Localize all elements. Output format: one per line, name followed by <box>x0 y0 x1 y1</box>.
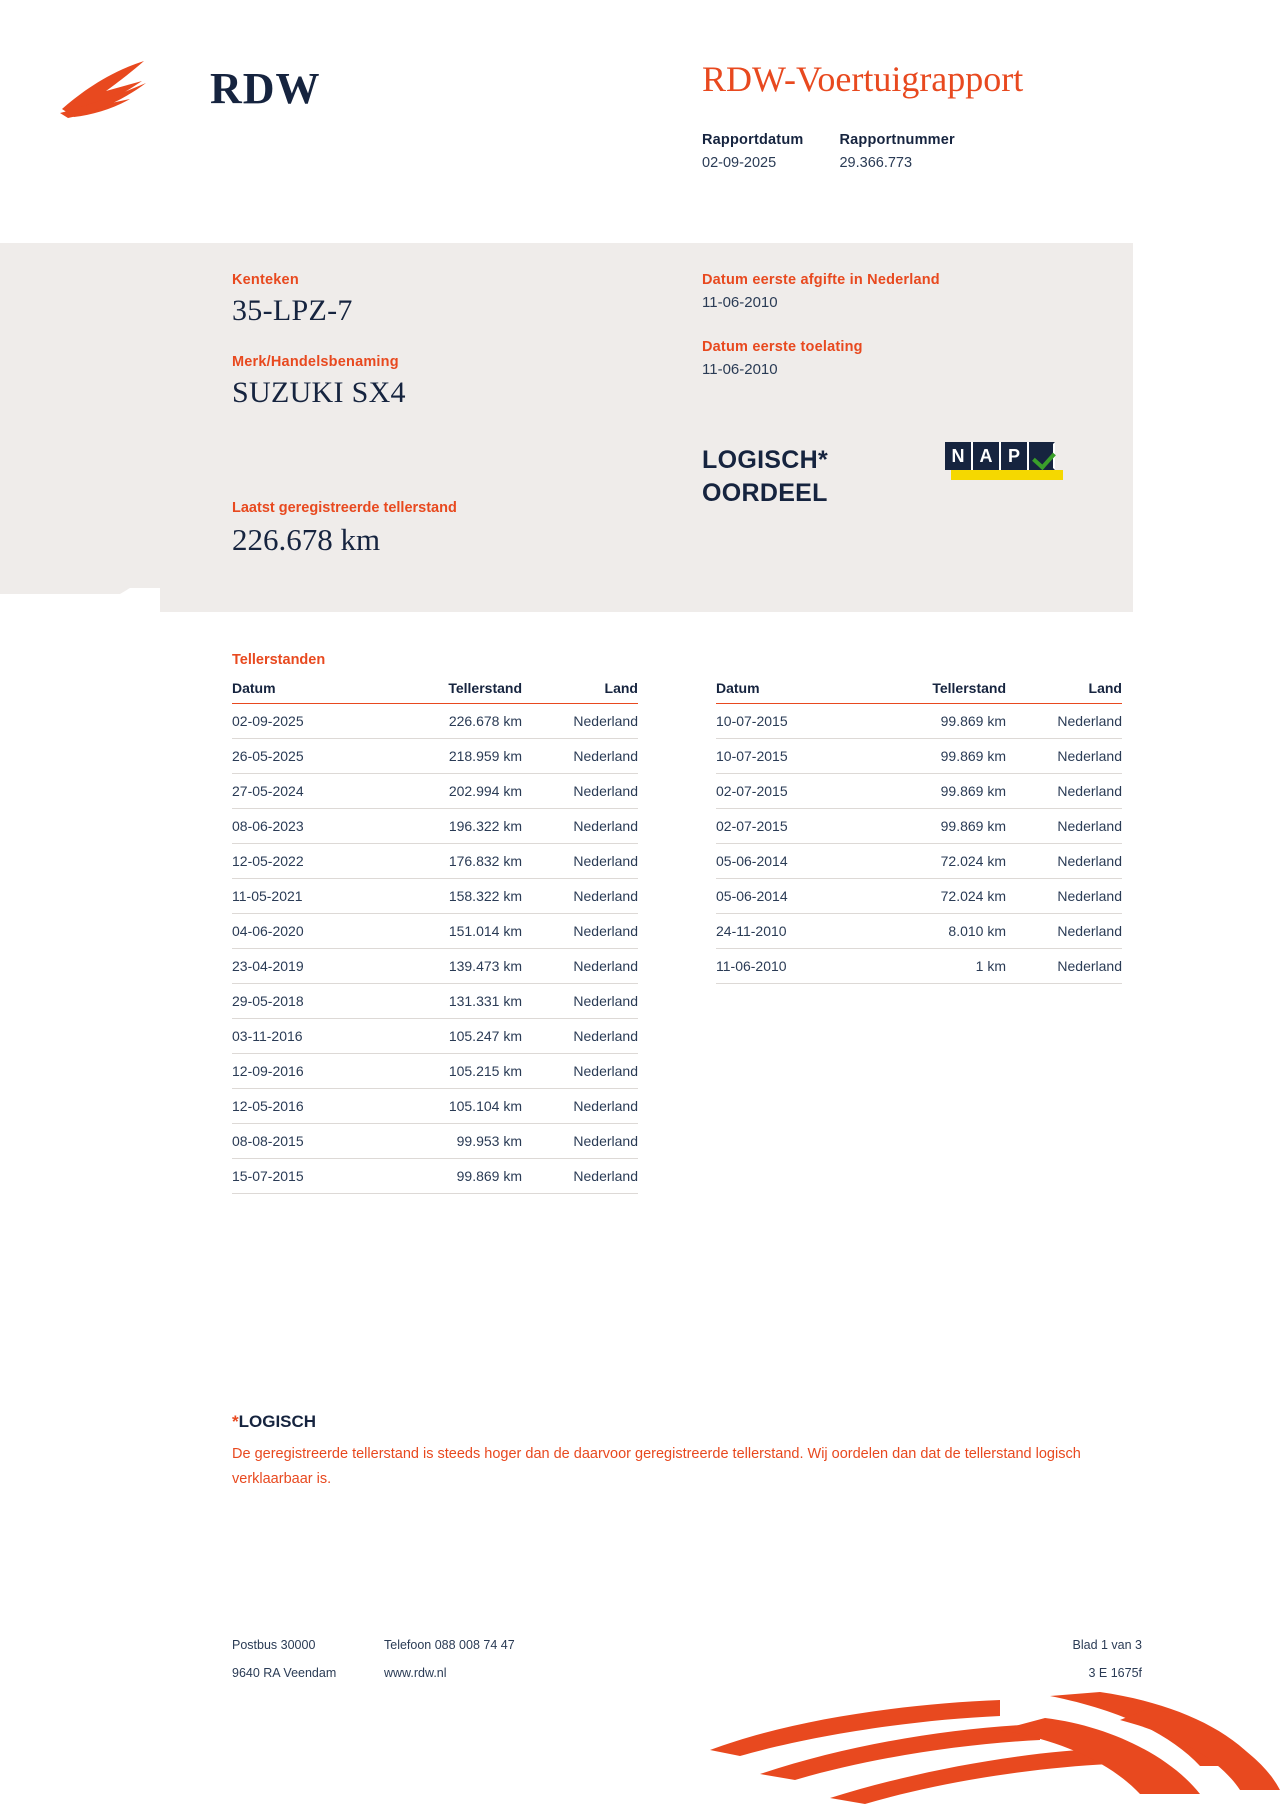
footer-website[interactable]: www.rdw.nl <box>384 1666 447 1680</box>
table-row <box>716 739 1122 774</box>
col-header-date: Datum <box>232 680 382 704</box>
nap-letter-p: P <box>1001 442 1029 470</box>
col-header-odometer: Tellerstand <box>866 680 1006 704</box>
cell-odometer: 202.994 km <box>382 774 522 809</box>
footer-form-code: 3 E 1675f <box>1088 1666 1142 1680</box>
report-number-value: 29.366.773 <box>839 155 913 171</box>
table-row <box>232 704 638 739</box>
cell-date: 12-09-2016 <box>232 1054 382 1089</box>
cell-odometer: 8.010 km <box>866 914 1006 949</box>
footer-plaats: 9640 RA Veendam <box>232 1666 337 1680</box>
cell-odometer: 99.869 km <box>382 1159 522 1194</box>
cell-date: 12-05-2016 <box>232 1089 382 1124</box>
cell-country: Nederland <box>522 704 638 739</box>
cell-date: 08-06-2023 <box>232 809 382 844</box>
report-date-block <box>702 132 803 171</box>
first-admission-value: 11-06-2010 <box>702 361 778 378</box>
cell-odometer: 99.869 km <box>866 774 1006 809</box>
cell-date: 05-06-2014 <box>716 844 866 879</box>
cell-date: 04-06-2020 <box>232 914 382 949</box>
cell-country: Nederland <box>522 1159 638 1194</box>
cell-date: 11-06-2010 <box>716 949 866 984</box>
report-date-label: Rapportdatum <box>702 132 804 148</box>
cell-country: Nederland <box>522 1019 638 1054</box>
table-row <box>716 879 1122 914</box>
odometer-rows-right <box>716 704 1122 984</box>
table-row <box>232 1089 638 1124</box>
cell-odometer: 99.869 km <box>866 809 1006 844</box>
cell-odometer: 176.832 km <box>382 844 522 879</box>
check-icon <box>1029 442 1055 470</box>
merk-value: SUZUKI SX4 <box>232 376 406 409</box>
cell-country: Nederland <box>522 984 638 1019</box>
cell-country: Nederland <box>522 914 638 949</box>
cell-odometer: 72.024 km <box>866 844 1006 879</box>
document-footer <box>232 1638 1142 1694</box>
cell-country: Nederland <box>1006 739 1122 774</box>
col-header-date: Datum <box>716 680 866 704</box>
table-row <box>232 984 638 1019</box>
report-number-block <box>839 132 954 171</box>
footnote-body: De geregistreerde tellerstand is steeds hoger dan de daarvoor geregistreerde tellerstand. Wij oordelen dan dat de tellerstand logisch verklaarbaar is. <box>232 1446 1081 1488</box>
footer-row-2 <box>232 1666 1142 1680</box>
cell-date: 26-05-2025 <box>232 739 382 774</box>
report-date-value: 02-09-2025 <box>702 155 777 171</box>
footer-page-indicator: Blad 1 van 3 <box>1072 1638 1142 1652</box>
first-issue-nl-value: 11-06-2010 <box>702 294 778 311</box>
cell-odometer: 131.331 km <box>382 984 522 1019</box>
cell-country: Nederland <box>522 1054 638 1089</box>
col-header-country: Land <box>1006 680 1122 704</box>
first-admission-label: Datum eerste toelating <box>702 339 863 355</box>
odometer-label: Laatst geregistreerde tellerstand <box>232 500 457 516</box>
verdict-line-1: LOGISCH* <box>702 446 829 474</box>
table-row <box>232 1054 638 1089</box>
table-row <box>232 844 638 879</box>
odometer-value: 226.678 km <box>232 522 381 557</box>
table-row <box>716 949 1122 984</box>
cell-odometer: 1 km <box>866 949 1006 984</box>
table-row <box>716 844 1122 879</box>
cell-country: Nederland <box>522 949 638 984</box>
nap-letter-n: N <box>945 442 973 470</box>
kenteken-value: 35-LPZ-7 <box>232 294 353 327</box>
footer-telefoon: Telefoon 088 008 74 47 <box>384 1638 515 1652</box>
first-issue-nl-label: Datum eerste afgifte in Nederland <box>702 272 940 288</box>
cell-date: 15-07-2015 <box>232 1159 382 1194</box>
panel-notch <box>0 570 160 594</box>
cell-odometer: 196.322 km <box>382 809 522 844</box>
kenteken-label: Kenteken <box>232 272 299 288</box>
cell-country: Nederland <box>522 844 638 879</box>
footer-postbus: Postbus 30000 <box>232 1638 316 1652</box>
document-header <box>0 0 1280 235</box>
verdict-line-2: OORDEEL <box>702 479 828 508</box>
table-row <box>716 809 1122 844</box>
nap-letters <box>945 442 1063 470</box>
cell-country: Nederland <box>522 879 638 914</box>
cell-odometer: 151.014 km <box>382 914 522 949</box>
table-row <box>232 949 638 984</box>
odometer-section-title: Tellerstanden <box>232 652 326 668</box>
odometer-table-right <box>716 680 1122 984</box>
nap-letter-a: A <box>973 442 1001 470</box>
cell-odometer: 99.953 km <box>382 1124 522 1159</box>
cell-date: 05-06-2014 <box>716 879 866 914</box>
cell-country: Nederland <box>1006 914 1122 949</box>
report-number-label: Rapportnummer <box>839 132 955 148</box>
table-row <box>232 879 638 914</box>
rdw-feather-logo-icon <box>58 55 188 121</box>
table-row <box>232 1159 638 1194</box>
merk-label: Merk/Handelsbenaming <box>232 354 399 370</box>
cell-date: 08-08-2015 <box>232 1124 382 1159</box>
footnote-title-text: LOGISCH <box>238 1412 317 1431</box>
table-row <box>716 704 1122 739</box>
table-row <box>716 774 1122 809</box>
nap-badge <box>945 442 1063 482</box>
cell-odometer: 226.678 km <box>382 704 522 739</box>
footnote-title <box>232 1412 316 1432</box>
col-header-odometer: Tellerstand <box>382 680 522 704</box>
cell-country: Nederland <box>522 739 638 774</box>
cell-odometer: 99.869 km <box>866 739 1006 774</box>
table-row <box>232 1124 638 1159</box>
cell-date: 23-04-2019 <box>232 949 382 984</box>
cell-date: 10-07-2015 <box>716 739 866 774</box>
footer-row-1 <box>232 1638 1142 1652</box>
cell-date: 27-05-2024 <box>232 774 382 809</box>
table-header-row <box>232 680 638 704</box>
rdw-logo <box>58 55 321 121</box>
table-row <box>716 914 1122 949</box>
table-row <box>232 774 638 809</box>
cell-odometer: 105.247 km <box>382 1019 522 1054</box>
cell-date: 02-09-2025 <box>232 704 382 739</box>
cell-country: Nederland <box>1006 774 1122 809</box>
cell-date: 24-11-2010 <box>716 914 866 949</box>
table-row <box>232 739 638 774</box>
table-row <box>232 1019 638 1054</box>
cell-odometer: 139.473 km <box>382 949 522 984</box>
panel-bottom-strip <box>160 588 1133 612</box>
col-header-country: Land <box>522 680 638 704</box>
cell-country: Nederland <box>1006 704 1122 739</box>
report-meta <box>702 132 955 171</box>
nap-yellow-bar <box>951 470 1063 480</box>
table-row <box>232 914 638 949</box>
verdict-text <box>702 444 828 511</box>
page-title: RDW-Voertuigrapport <box>702 59 1024 99</box>
cell-date: 12-05-2022 <box>232 844 382 879</box>
vehicle-dates <box>702 272 1132 406</box>
cell-odometer: 105.104 km <box>382 1089 522 1124</box>
cell-odometer: 105.215 km <box>382 1054 522 1089</box>
rdw-wordmark: RDW <box>210 63 321 113</box>
cell-country: Nederland <box>1006 879 1122 914</box>
cell-date: 10-07-2015 <box>716 704 866 739</box>
cell-odometer: 99.869 km <box>866 704 1006 739</box>
cell-country: Nederland <box>522 809 638 844</box>
footer-decorative-graphic-icon <box>700 1690 1280 1810</box>
odometer-rows-left <box>232 704 638 1194</box>
cell-country: Nederland <box>1006 809 1122 844</box>
cell-date: 02-07-2015 <box>716 809 866 844</box>
footnote-star: * <box>232 1412 239 1431</box>
vehicle-identity <box>232 272 652 436</box>
cell-odometer: 218.959 km <box>382 739 522 774</box>
cell-country: Nederland <box>522 1089 638 1124</box>
cell-odometer: 72.024 km <box>866 879 1006 914</box>
cell-country: Nederland <box>522 774 638 809</box>
cell-odometer: 158.322 km <box>382 879 522 914</box>
cell-date: 29-05-2018 <box>232 984 382 1019</box>
cell-date: 11-05-2021 <box>232 879 382 914</box>
cell-date: 03-11-2016 <box>232 1019 382 1054</box>
cell-country: Nederland <box>1006 844 1122 879</box>
cell-date: 02-07-2015 <box>716 774 866 809</box>
cell-country: Nederland <box>522 1124 638 1159</box>
table-header-row <box>716 680 1122 704</box>
odometer-table-left <box>232 680 638 1194</box>
table-row <box>232 809 638 844</box>
cell-country: Nederland <box>1006 949 1122 984</box>
